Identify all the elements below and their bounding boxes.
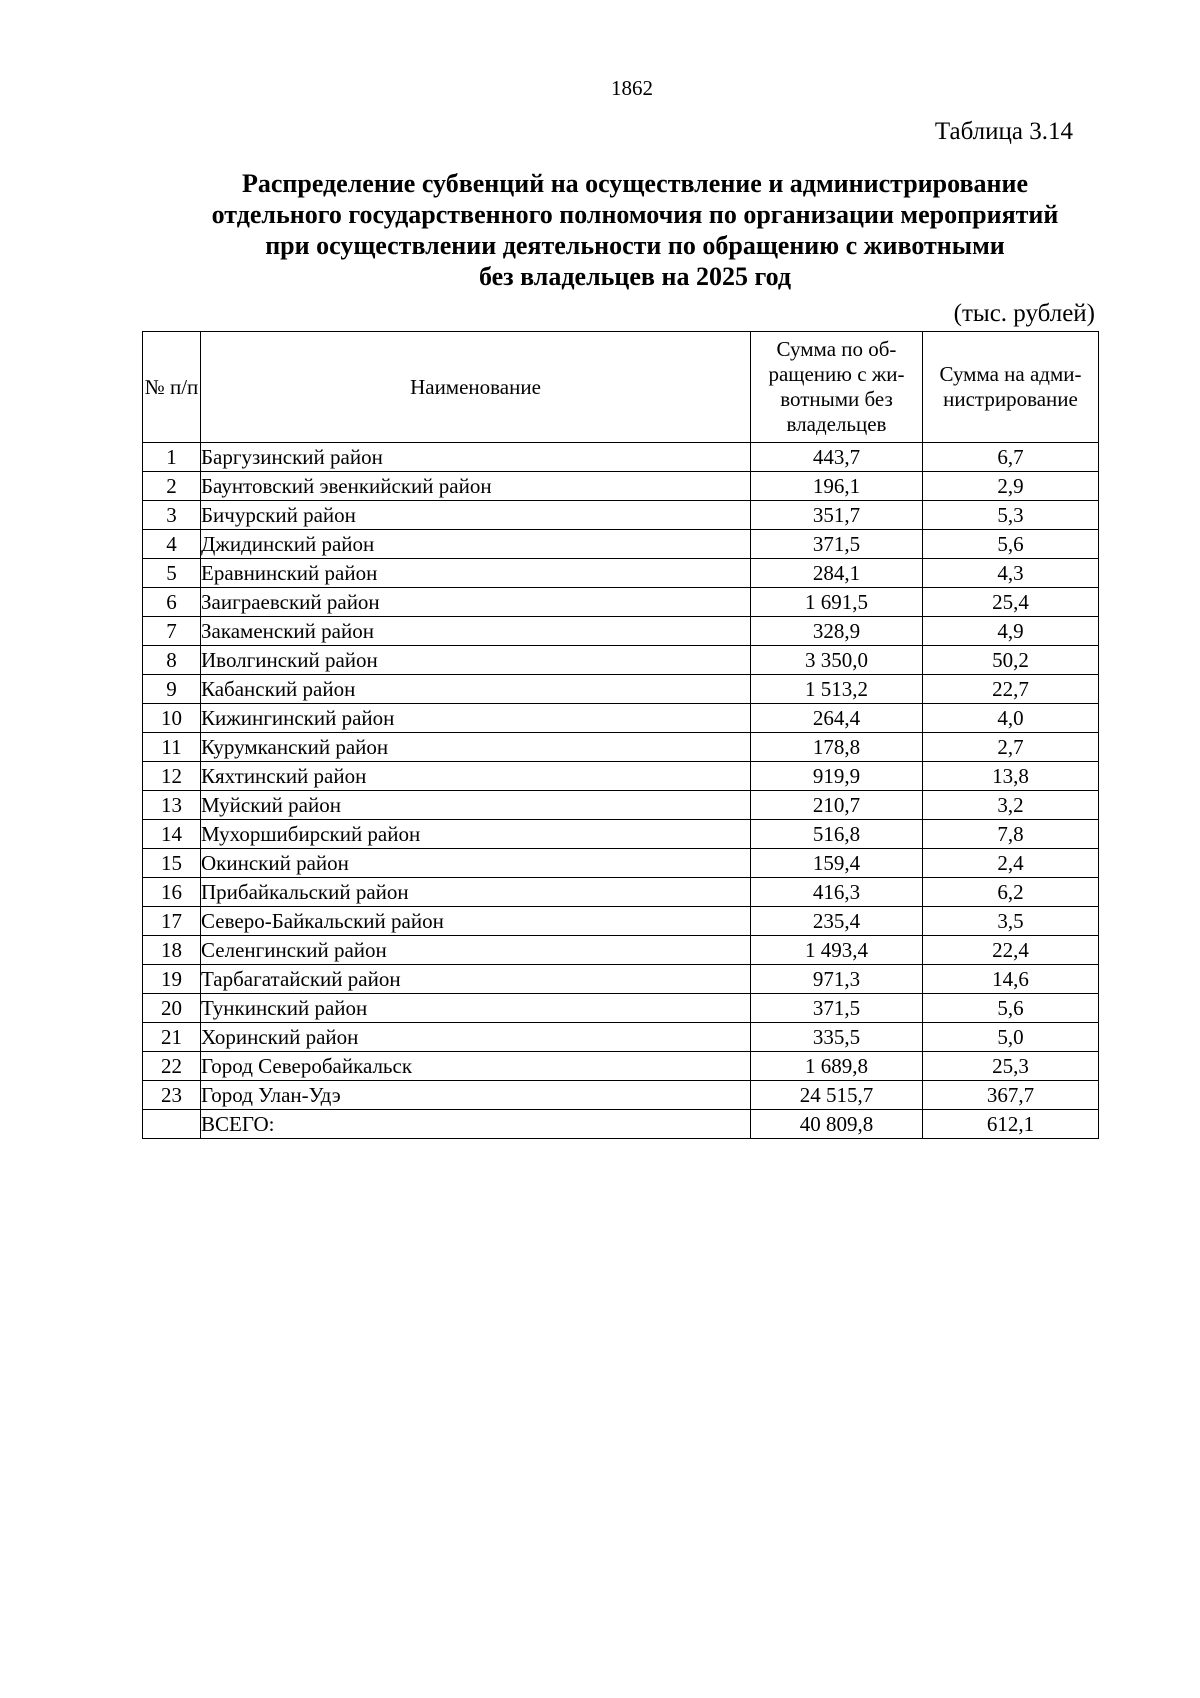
- table-row: [143, 791, 1099, 820]
- cell-num: 7: [143, 617, 201, 646]
- cell-sum: 328,9: [751, 617, 923, 646]
- cell-sum: 1 689,8: [751, 1052, 923, 1081]
- table-row: [143, 849, 1099, 878]
- cell-num: 16: [143, 878, 201, 907]
- cell-num: 14: [143, 820, 201, 849]
- cell-name: Еравнинский район: [201, 559, 751, 588]
- header-sum: Сумма по об-ращению с жи-вотными без владельцев: [751, 332, 923, 443]
- cell-num: 8: [143, 646, 201, 675]
- table-row: [143, 994, 1099, 1023]
- cell-num: 3: [143, 501, 201, 530]
- cell-sum: 24 515,7: [751, 1081, 923, 1110]
- cell-sum: 335,5: [751, 1023, 923, 1052]
- cell-num: 17: [143, 907, 201, 936]
- cell-admin: 4,0: [923, 704, 1099, 733]
- cell-sum: 159,4: [751, 849, 923, 878]
- cell-sum: 351,7: [751, 501, 923, 530]
- cell-name: Город Улан-Удэ: [201, 1081, 751, 1110]
- cell-name: Заиграевский район: [201, 588, 751, 617]
- cell-num: 11: [143, 733, 201, 762]
- table-row: [143, 1023, 1099, 1052]
- table-row: [143, 820, 1099, 849]
- cell-name: Кабанский район: [201, 675, 751, 704]
- cell-num: 20: [143, 994, 201, 1023]
- cell-admin: 2,4: [923, 849, 1099, 878]
- cell-num: 12: [143, 762, 201, 791]
- cell-sum: 971,3: [751, 965, 923, 994]
- cell-num: 13: [143, 791, 201, 820]
- subsidy-table: [142, 331, 1099, 1139]
- cell-name: Хоринский район: [201, 1023, 751, 1052]
- cell-num: 1: [143, 443, 201, 472]
- cell-admin: 4,3: [923, 559, 1099, 588]
- cell-admin: 6,2: [923, 878, 1099, 907]
- table-row: [143, 1052, 1099, 1081]
- units-label: (тыс. рублей): [953, 300, 1095, 327]
- document-title: [140, 168, 1130, 292]
- cell-admin: 3,5: [923, 907, 1099, 936]
- cell-admin: 6,7: [923, 443, 1099, 472]
- cell-num: 5: [143, 559, 201, 588]
- cell-num: 6: [143, 588, 201, 617]
- cell-name: Кяхтинский район: [201, 762, 751, 791]
- cell-admin: 14,6: [923, 965, 1099, 994]
- cell-name: Кижингинский район: [201, 704, 751, 733]
- cell-admin: 2,9: [923, 472, 1099, 501]
- cell-num: 10: [143, 704, 201, 733]
- cell-name: Тункинский район: [201, 994, 751, 1023]
- title-line-2: отдельного государственного полномочия по организации мероприятий: [211, 200, 1059, 229]
- table-row: [143, 530, 1099, 559]
- header-num: № п/п: [143, 332, 201, 443]
- cell-name: Закаменский район: [201, 617, 751, 646]
- cell-num: 15: [143, 849, 201, 878]
- cell-sum: 235,4: [751, 907, 923, 936]
- cell-sum: 196,1: [751, 472, 923, 501]
- cell-admin: 5,6: [923, 530, 1099, 559]
- cell-name: Бичурский район: [201, 501, 751, 530]
- header-admin: Сумма на адми-нистрирование: [923, 332, 1099, 443]
- table-row: [143, 472, 1099, 501]
- cell-num: 4: [143, 530, 201, 559]
- total-row: [143, 1110, 1099, 1139]
- cell-admin: 4,9: [923, 617, 1099, 646]
- cell-sum: 1 691,5: [751, 588, 923, 617]
- table-row: [143, 878, 1099, 907]
- cell-admin: 13,8: [923, 762, 1099, 791]
- cell-admin: 25,3: [923, 1052, 1099, 1081]
- total-cell-num: [143, 1110, 201, 1139]
- cell-admin: 22,4: [923, 936, 1099, 965]
- cell-admin: 22,7: [923, 675, 1099, 704]
- table-row: [143, 733, 1099, 762]
- header-row: [143, 332, 1099, 443]
- cell-admin: 367,7: [923, 1081, 1099, 1110]
- cell-admin: 2,7: [923, 733, 1099, 762]
- cell-name: Джидинский район: [201, 530, 751, 559]
- cell-num: 9: [143, 675, 201, 704]
- table-row: [143, 907, 1099, 936]
- cell-admin: 3,2: [923, 791, 1099, 820]
- cell-name: Иволгинский район: [201, 646, 751, 675]
- cell-name: Мухоршибирский район: [201, 820, 751, 849]
- cell-name: Прибайкальский район: [201, 878, 751, 907]
- title-line-3: при осуществлении деятельности по обращению с животными: [265, 231, 1005, 260]
- cell-name: Баунтовский эвенкийский район: [201, 472, 751, 501]
- cell-name: Курумканский район: [201, 733, 751, 762]
- total-cell-name: ВСЕГО:: [201, 1110, 751, 1139]
- title-line-4: без владельцев на 2025 год: [478, 262, 792, 291]
- cell-sum: 516,8: [751, 820, 923, 849]
- cell-name: Тарбагатайский район: [201, 965, 751, 994]
- table-row: [143, 617, 1099, 646]
- cell-name: Северо-Байкальский район: [201, 907, 751, 936]
- cell-admin: 50,2: [923, 646, 1099, 675]
- cell-num: 21: [143, 1023, 201, 1052]
- header-name: Наименование: [201, 332, 751, 443]
- cell-num: 22: [143, 1052, 201, 1081]
- cell-admin: 5,3: [923, 501, 1099, 530]
- total-cell-admin: 612,1: [923, 1110, 1099, 1139]
- table-row: [143, 501, 1099, 530]
- cell-sum: 210,7: [751, 791, 923, 820]
- table-row: [143, 936, 1099, 965]
- table-row: [143, 675, 1099, 704]
- cell-num: 18: [143, 936, 201, 965]
- title-line-1: Распределение субвенций на осуществление и администрирование: [241, 169, 1029, 198]
- table-row: [143, 1081, 1099, 1110]
- cell-sum: 1 493,4: [751, 936, 923, 965]
- cell-sum: 443,7: [751, 443, 923, 472]
- cell-num: 2: [143, 472, 201, 501]
- table-row: [143, 704, 1099, 733]
- cell-sum: 416,3: [751, 878, 923, 907]
- cell-num: 19: [143, 965, 201, 994]
- table-row: [143, 443, 1099, 472]
- table-row: [143, 762, 1099, 791]
- table-header: [143, 332, 1099, 443]
- cell-num: 23: [143, 1081, 201, 1110]
- cell-sum: 264,4: [751, 704, 923, 733]
- cell-name: Город Северобайкальск: [201, 1052, 751, 1081]
- cell-name: Селенгинский район: [201, 936, 751, 965]
- table-body: [143, 443, 1099, 1139]
- table-label: Таблица 3.14: [934, 118, 1073, 145]
- cell-name: Баргузинский район: [201, 443, 751, 472]
- table-row: [143, 559, 1099, 588]
- cell-sum: 371,5: [751, 994, 923, 1023]
- page-number: 1862: [611, 76, 653, 100]
- cell-sum: 3 350,0: [751, 646, 923, 675]
- cell-sum: 178,8: [751, 733, 923, 762]
- cell-admin: 5,6: [923, 994, 1099, 1023]
- total-cell-sum: 40 809,8: [751, 1110, 923, 1139]
- table-row: [143, 646, 1099, 675]
- table-row: [143, 588, 1099, 617]
- cell-sum: 1 513,2: [751, 675, 923, 704]
- cell-sum: 919,9: [751, 762, 923, 791]
- cell-admin: 25,4: [923, 588, 1099, 617]
- table-row: [143, 965, 1099, 994]
- cell-sum: 371,5: [751, 530, 923, 559]
- cell-admin: 5,0: [923, 1023, 1099, 1052]
- cell-admin: 7,8: [923, 820, 1099, 849]
- cell-sum: 284,1: [751, 559, 923, 588]
- cell-name: Муйский район: [201, 791, 751, 820]
- cell-name: Окинский район: [201, 849, 751, 878]
